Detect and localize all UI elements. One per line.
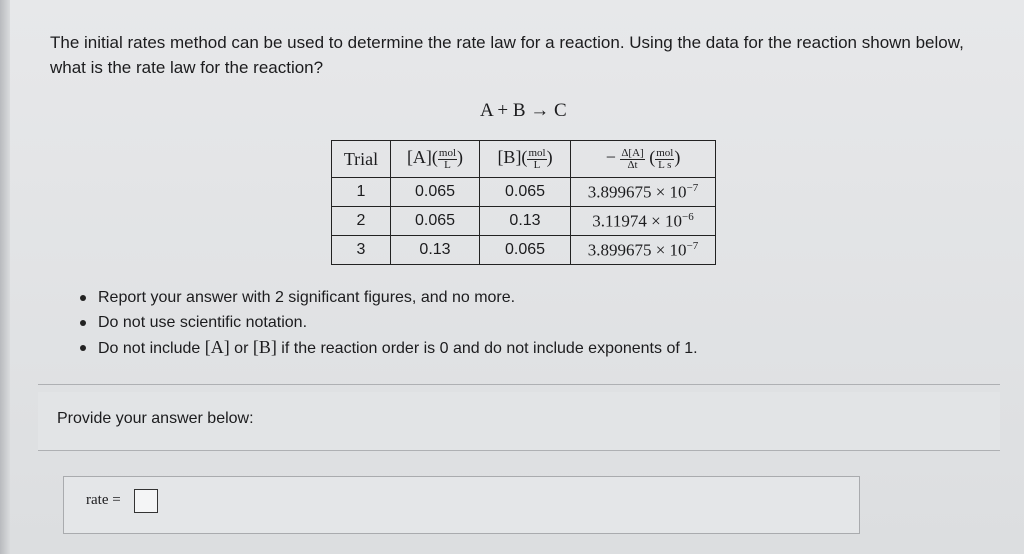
header-a-label: [A]( — [406, 147, 438, 168]
table-row — [332, 178, 716, 207]
reaction-equation: A + B → C — [480, 100, 567, 121]
instruction-item-no-sci-notation: Do not use scientific notation. — [76, 310, 698, 335]
rate-data-table — [331, 140, 716, 265]
header-rate: − $\frac{\Delta[A]}{\Delta t}$ ( $\frac{\text{mol}}{\text{L s}}$ ) — [571, 141, 716, 178]
instruction-text-or: or — [229, 340, 253, 357]
cell-b: 0.065 — [480, 178, 571, 207]
instruction-text-pre: Do not include — [98, 340, 205, 357]
instruction-list — [76, 285, 698, 360]
header-rate-num: Δ[A] — [621, 146, 644, 159]
cell-rate — [571, 236, 716, 265]
header-rate-unit-den: L s — [658, 158, 672, 171]
header-b-concentration: [B]( $\frac{\text{mol}}{L}$ ) — [480, 141, 571, 178]
cell-b: 0.065 — [480, 236, 571, 265]
header-b-unit — [527, 148, 546, 171]
instruction-item-order-rules — [76, 335, 698, 360]
question-line-1: The initial rates method can be used to determine the rate law for a reaction. Using the data for the reaction shown below, — [50, 33, 964, 52]
cell-trial: 1 — [332, 178, 391, 207]
cell-a: 0.065 — [391, 178, 480, 207]
cell-rate-exponent: −7 — [686, 239, 699, 252]
cell-a: 0.065 — [391, 207, 480, 236]
section-divider-top — [38, 384, 1000, 385]
header-rate-sign: − — [605, 147, 616, 168]
header-b-label: [B]( — [497, 147, 528, 168]
cell-trial: 3 — [332, 236, 391, 265]
cell-rate — [571, 207, 716, 236]
cell-rate — [571, 178, 716, 207]
concentration-b-symbol: [B] — [252, 337, 277, 357]
rate-label: rate = — [86, 492, 121, 508]
answer-box — [63, 476, 860, 534]
header-a-unit-num: mol — [438, 146, 457, 159]
header-a-concentration: [A]( $\frac{\text{mol}}{L}$ ) — [391, 141, 480, 178]
instruction-text-post: if the reaction order is 0 and do not include exponents of 1. — [276, 340, 698, 357]
instruction-item-sig-figs: Report your answer with 2 significant figures, and no more. — [76, 285, 698, 310]
cell-rate-exponent: −7 — [686, 181, 699, 194]
rate-answer-input[interactable] — [134, 489, 158, 513]
cell-a: 0.13 — [391, 236, 480, 265]
header-b-unit-num: mol — [528, 146, 546, 159]
header-a-unit — [438, 148, 457, 171]
header-rate-unit-num: mol — [656, 146, 674, 159]
header-b-unit-den: L — [533, 158, 541, 171]
section-divider-bottom — [38, 450, 1000, 451]
header-rate-den: Δt — [627, 158, 638, 171]
cell-b: 0.13 — [480, 207, 571, 236]
header-rate-fraction — [620, 148, 644, 171]
header-a-unit-den: L — [444, 158, 451, 171]
header-rate-unit — [655, 148, 674, 171]
cell-rate-exponent: −6 — [682, 210, 694, 223]
table-row — [332, 236, 716, 265]
cell-trial: 2 — [332, 207, 391, 236]
cell-rate-mantissa: 3.11974 × 10 — [592, 211, 682, 231]
header-trial: Trial — [332, 141, 391, 178]
question-line-2: what is the rate law for the reaction? — [50, 58, 324, 77]
page-edge — [0, 0, 10, 554]
table-header-row — [332, 141, 716, 178]
table-row — [332, 207, 716, 236]
cell-rate-mantissa: 3.899675 × 10 — [587, 182, 687, 202]
answer-prompt: Provide your answer below: — [57, 410, 254, 427]
cell-rate-mantissa: 3.899675 × 10 — [587, 240, 687, 260]
question-text — [50, 30, 1000, 80]
concentration-a-symbol: [A] — [204, 337, 230, 357]
